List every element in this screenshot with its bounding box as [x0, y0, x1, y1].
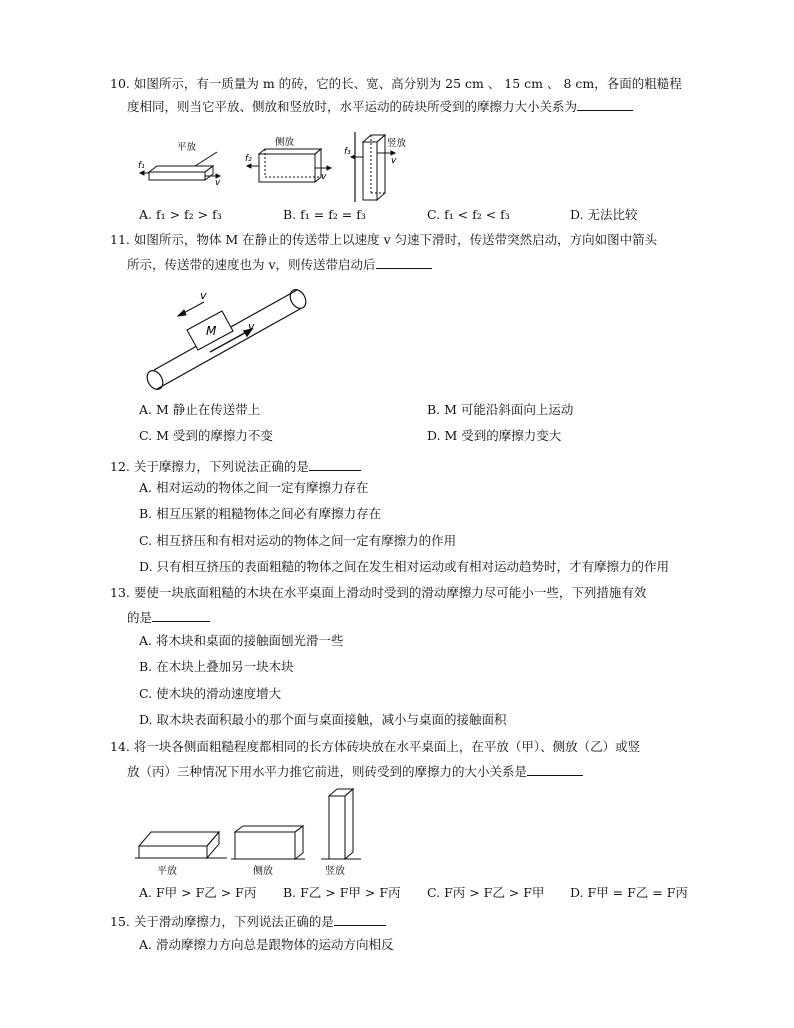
q13-answer-blank — [152, 609, 210, 622]
q10-stem-line1: 10. 如图所示，有一质量为 m 的砖，它的长、宽、高分别为 25 cm 、 15 cm 、 8 cm，各面的粗糙程 — [110, 76, 682, 91]
q13-option-d[interactable]: D. 取木块表面积最小的那个面与桌面接触，减小与桌面的接触面积 — [139, 712, 507, 727]
q10-f2-label: f₂ — [245, 154, 252, 164]
q10-option-a[interactable]: A. f₁ > f₂ > f₃ — [139, 207, 222, 222]
q15-stem — [110, 913, 386, 930]
q14-figure — [135, 786, 375, 878]
q13-option-a[interactable]: A. 将木块和桌面的接触面刨光滑一些 — [139, 633, 344, 648]
q11-option-b[interactable]: B. M 可能沿斜面向上运动 — [427, 402, 574, 417]
q12-option-d[interactable]: D. 只有相互挤压的表面粗糙的物体之间在发生相对运动或有相对运动趋势时，才有摩擦力的作用 — [139, 559, 670, 574]
q11-option-c[interactable]: C. M 受到的摩擦力不变 — [139, 428, 273, 443]
q11-m-label: M — [206, 324, 217, 338]
q10-option-c[interactable]: C. f₁ < f₂ < f₃ — [427, 207, 510, 222]
q12-answer-blank — [309, 458, 361, 471]
q14-option-d[interactable]: D. F甲 = F乙 = F丙 — [570, 885, 688, 900]
q10-option-d[interactable]: D. 无法比较 — [570, 207, 638, 222]
q14-stem-line2 — [127, 763, 583, 780]
q12-option-b[interactable]: B. 相互压紧的粗糙物体之间必有摩擦力存在 — [139, 506, 382, 521]
q11-stem-line1: 11. 如图所示，物体 M 在静止的传送带上以速度 v 匀速下滑时，传送带突然启动，方向如图中箭头 — [110, 232, 658, 247]
q13-stem-line1: 13. 要使一块底面粗糙的木块在水平桌面上滑动时受到的滑动摩擦力尽可能小一些，下列措施有效 — [110, 585, 647, 600]
q14-flat-label: 平放 — [157, 866, 177, 877]
q11-v-belt-label: v — [248, 320, 255, 333]
q11-stem-line2 — [127, 256, 432, 273]
q14-side-label: 侧放 — [253, 866, 273, 877]
q13-stem-line2 — [127, 609, 210, 626]
q10-answer-blank — [577, 98, 633, 111]
q10-f3-label: f₃ — [344, 147, 351, 157]
q14-stem-line1: 14. 将一块各侧面粗糙程度都相同的长方体砖块放在水平桌面上，在平放（甲）、侧放（乙）或竖 — [110, 739, 641, 754]
q10-v-label-2: v — [321, 172, 327, 182]
q10-v-label-3: v — [391, 156, 397, 166]
q11-conveyor-belt — [144, 287, 309, 392]
q11-answer-blank — [376, 256, 432, 269]
q13-option-c[interactable]: C. 使木块的滑动速度增大 — [139, 686, 282, 701]
q11-stem-text: 所示，传送带的速度也为 v，则传送带启动后 — [127, 257, 376, 272]
q15-answer-blank — [334, 913, 386, 926]
q10-stem-line2 — [127, 98, 633, 115]
q10-option-b[interactable]: B. f₁ = f₂ = f₃ — [283, 207, 366, 222]
q10-side-label: 侧放 — [275, 137, 295, 148]
q14-stem-text: 放（丙）三种情况下用水平力推它前进，则砖受到的摩擦力的大小关系是 — [127, 764, 528, 779]
q14-vertical-brick — [321, 789, 361, 859]
q11-figure — [140, 282, 315, 394]
q10-f1-label: f₁ — [138, 161, 145, 171]
q12-stem — [110, 458, 361, 475]
q10-side-brick — [247, 149, 331, 182]
q10-flat-label: 平放 — [177, 142, 197, 153]
q10-figure — [135, 132, 425, 204]
q15-stem-text: 15. 关于滑动摩擦力，下列说法正确的是 — [110, 914, 334, 929]
q14-answer-blank — [527, 763, 583, 776]
q14-side-brick — [231, 826, 305, 859]
q13-option-b[interactable]: B. 在木块上叠加另一块木块 — [139, 659, 294, 674]
q11-option-a[interactable]: A. M 静止在传送带上 — [139, 402, 261, 417]
q10-stem-text: 度相同，则当它平放、侧放和竖放时，水平运动的砖块所受到的摩擦力大小关系为 — [127, 99, 578, 114]
q13-stem-text: 的是 — [127, 610, 153, 625]
q10-flat-brick — [140, 152, 220, 180]
q10-v-label-1: v — [215, 178, 221, 188]
q14-vertical-label: 竖放 — [325, 866, 345, 877]
q10-vertical-label: 竖放 — [387, 138, 407, 149]
q11-v-top-label: v — [200, 289, 207, 302]
q11-option-d[interactable]: D. M 受到的摩擦力变大 — [427, 428, 562, 443]
q11-velocity-arrow-down — [178, 302, 204, 316]
q15-option-a[interactable]: A. 滑动摩擦力方向总是跟物体的运动方向相反 — [139, 937, 394, 952]
q12-option-a[interactable]: A. 相对运动的物体之间一定有摩擦力存在 — [139, 480, 369, 495]
q12-option-c[interactable]: C. 相互挤压和有相对运动的物体之间一定有摩擦力的作用 — [139, 533, 457, 548]
q14-flat-brick — [135, 832, 227, 858]
q12-stem-text: 12. 关于摩擦力，下列说法正确的是 — [110, 459, 309, 474]
q14-option-a[interactable]: A. F甲 > F乙 > F丙 — [139, 885, 257, 900]
q14-option-b[interactable]: B. F乙 > F甲 > F丙 — [283, 885, 401, 900]
q14-option-c[interactable]: C. F丙 > F乙 > F甲 — [427, 885, 545, 900]
